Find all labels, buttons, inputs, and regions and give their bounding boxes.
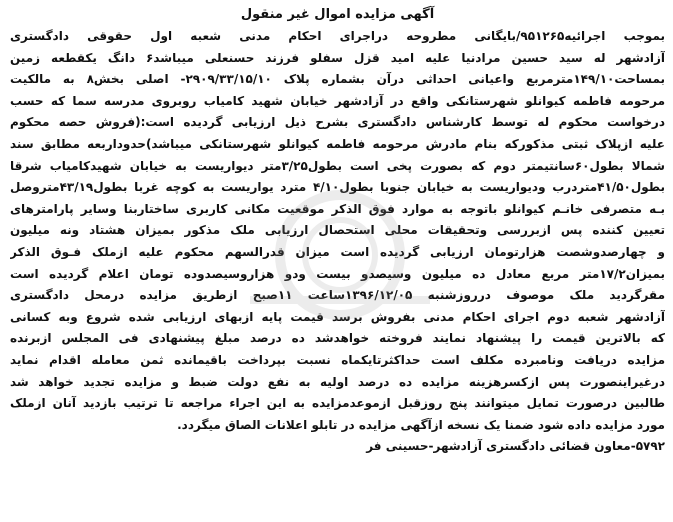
notice-line: مزایده دریافت ونامبرده مکلف است حداکثرتایکماه نسبت بپرداخت باقیمانده ثمن معامله اقدام نماید [10,352,665,367]
notice-line: مورد مزایده داده شود ضمنا یک نسخه ازآگهی مزایده در تابلو اعلانات الصاق میگردد. [177,417,665,432]
notice-body [10,26,665,436]
notice-line: درغیراینصورت پس ازکسرهزینه مزایده ده درصد اولیه به نفع دولت ضبط و مزایده تجدید خواهد شد [10,374,665,389]
notice-title: آگهی مزایده اموال غیر منقول [240,7,435,22]
notice-line: علیه ازپلاک ثبتی مذکورکه بنام مادرش مرحومه فاطمه کیوانلو شهرستانکی میباشد)حدوداربعه مطابق سند [10,136,665,151]
notice-line: بـه متصرفی خانـم کیوانلو باتوجه به موارد فوق الذکر موقعیت مکانی کاربری ساختاربنا وسایر پارامترهای [10,201,665,216]
notice-line: بمیزان۱۷/۲متر مربع معادل ده میلیون وسیصدو بیست ودو هزاروسیصدوده تومان اعلام گردیده است [10,266,665,281]
notice-line: و چهارصدوشصت هزارتومان ارزیابی گردیده است میزان قدرالسهم محکوم علیه ازملک فـوق الذکر [10,244,665,259]
notice-line: طالبین درصورت تمایل میتوانند پنج روزقبل ازموعدمزایده به این اجراء مراجعه تا ترتیب بازدید آنان ازملک [10,396,665,411]
notice-line: تعیین کننده پس ازبررسی وتحقیقات محلی استحصال ارزیابی ملک مذکور بمیزان هشتاد ونه میلیون [10,223,665,238]
notice-line: درخواست محکوم له توسط کارشناس دادگستری بشرح ذیل ارزیابی گردیده است:(فروش حصه محکوم [10,115,665,130]
notice-line: بطول۴۱/۵۰متردرب ودیواریست به خیابان جنوبا بطول۴/۱۰ مترد یواریست به کوچه غربا بطول۴۳/۱۹متروصل [10,180,665,195]
notice-line: بموجب اجرائیه۹۵۱۲۶۵/بایگانی مطروحه دراجرای احکام مدنی شعبه اول حقوقی دادگستری [10,29,665,43]
notice-line: شمالا بطول۶۰سانتیمتر دوم که بصورت پخی است بطول۳/۲۵متر دیواریست به خیابان شهیدکامیاب شرقا [10,158,665,173]
notice-line: مرحومه فاطمه کیوانلو شهرستانکی واقع در آزادشهر خیابان شهید کامیاب روبروی مدرسه سما که حسب [10,93,665,108]
notice-line: مقرگردید ملک موصوف درروزشنبه ۱۳۹۶/۱۲/۰۵ساعت ۱۱صبح ازطریق مزایده درمحل دادگستری [10,288,665,303]
notice-line: آزادشهر شعبه دوم اجرای احکام مدنی بفروش برسد قیمت پایه ازبهای ارزیابی شده شروع وبه کسانی [10,309,665,324]
notice-line: که بالاترین قیمت را پیشنهاد نمایند فروخته خواهدشد ده درصد مبلغ پیشنهادی فی المجلس ازبرنده [10,331,665,346]
notice-line: آزادشهر له سید حسین مرادنیا علیه امید قزل سفلو فرزند حسنعلی میباشد۶ دانگ یکقطعه زمین [10,50,665,65]
notice-line: بمساحت۱۴۹/۱۰مترمربع واعیانی احداثی درآن بشماره پلاک ۲۹۰۹/۳۳/۱۵/۱۰- اصلی بخش۸ به مالکیت [10,72,665,87]
notice-signature: ۵۷۹۲-معاون قضائی دادگستری آزادشهر-حسینی فر [366,439,665,454]
